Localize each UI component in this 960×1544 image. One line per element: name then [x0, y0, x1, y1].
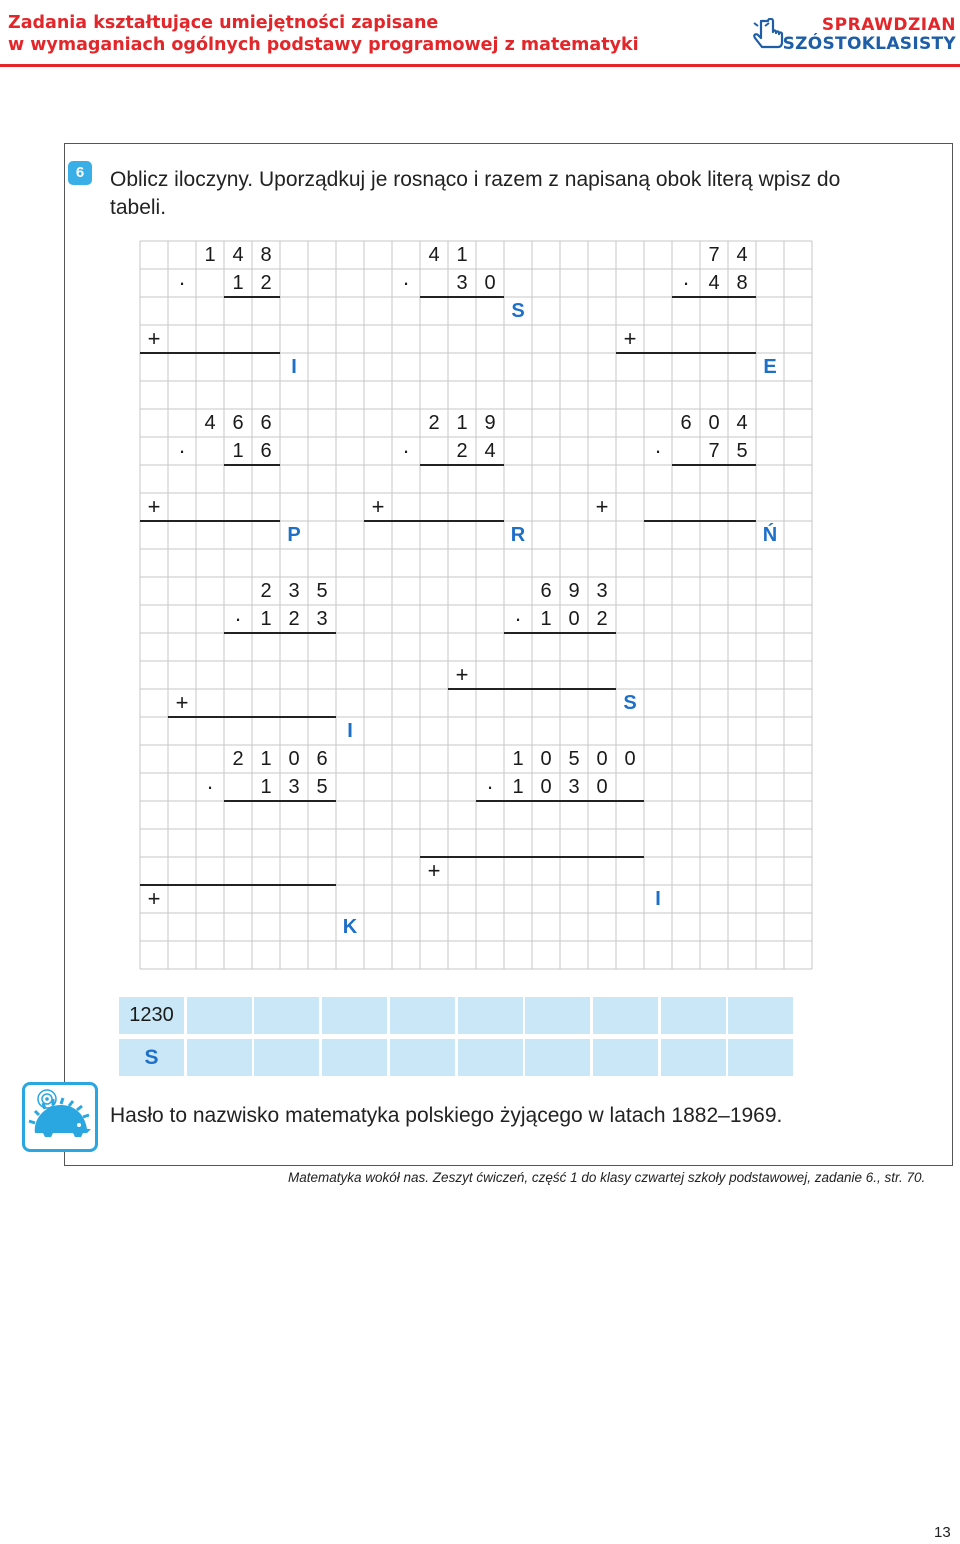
answer-letter-cell[interactable]: [187, 1039, 252, 1076]
plus-sign: +: [147, 326, 161, 351]
header-divider: [0, 64, 960, 67]
answer-value-cell[interactable]: 1230: [119, 997, 184, 1034]
answer-value-cell[interactable]: [525, 997, 590, 1034]
multiplier-digit: 1: [232, 440, 244, 462]
multiplier-digit: 0: [484, 272, 496, 294]
multiplier-digit: 3: [568, 776, 580, 798]
answer-letter-cell[interactable]: [458, 1039, 523, 1076]
multiplicand-digit: 7: [708, 244, 720, 266]
brand-bottom-text: SZÓSTOKLASISTY: [782, 34, 956, 54]
multiplicand-digit: 2: [232, 748, 244, 770]
multiply-sign: ·: [234, 606, 242, 631]
multiplicand-digit: 3: [288, 580, 300, 602]
answer-letter-cell[interactable]: [661, 1039, 726, 1076]
multiplicand-digit: 1: [260, 748, 272, 770]
multiplier-digit: 1: [260, 608, 272, 630]
multiplicand-digit: 6: [680, 412, 692, 434]
header-title-line2: w wymaganiach ogólnych podstawy programowej z matematyki: [8, 35, 639, 55]
answer-letter: Ń: [762, 524, 778, 546]
multiplicand-digit: 6: [232, 412, 244, 434]
pointing-hand-icon: [752, 18, 786, 54]
multiplier-digit: 7: [708, 440, 720, 462]
task-instruction: Oblicz iloczyny. Uporządkuj je rosnąco i razem z napisaną obok literą wpisz do tabeli.: [110, 168, 841, 219]
multiplicand-digit: 2: [428, 412, 440, 434]
answer-letter-cell[interactable]: [593, 1039, 658, 1076]
answer-value-cell[interactable]: [187, 997, 252, 1034]
answer-letter: R: [510, 524, 526, 546]
multiplicand-digit: 5: [316, 580, 328, 602]
multiplicand-digit: 0: [540, 748, 552, 770]
task-number-badge: 6: [68, 161, 92, 185]
multiplicand-digit: 1: [456, 412, 468, 434]
multiply-sign: ·: [486, 774, 494, 799]
multiply-sign: ·: [514, 606, 522, 631]
multiplier-digit: 4: [484, 440, 496, 462]
answer-value-cell[interactable]: [322, 997, 387, 1034]
multiplicand-digit: 4: [232, 244, 244, 266]
answer-letter-cell[interactable]: S: [119, 1039, 184, 1076]
answer-value-cell[interactable]: [728, 997, 793, 1034]
multiplicand-digit: 4: [428, 244, 440, 266]
multiplier-digit: 3: [316, 608, 328, 630]
multiply-sign: ·: [178, 438, 186, 463]
multiplier-digit: 6: [260, 440, 272, 462]
answer-letter-cell[interactable]: [322, 1039, 387, 1076]
answer-letter: I: [291, 356, 297, 378]
plus-sign: +: [595, 494, 609, 519]
plus-sign: +: [371, 494, 385, 519]
answer-letter: S: [511, 300, 525, 322]
multiplicand-digit: 4: [204, 412, 216, 434]
answer-letter-cell[interactable]: [390, 1039, 455, 1076]
multiplier-digit: 2: [596, 608, 608, 630]
multiplier-digit: 3: [456, 272, 468, 294]
multiplier-digit: 8: [736, 272, 748, 294]
multiplier-digit: 2: [288, 608, 300, 630]
multiplicand-digit: 4: [736, 412, 748, 434]
multiplier-digit: 1: [232, 272, 244, 294]
plus-sign: +: [455, 662, 469, 687]
multiply-sign: ·: [402, 270, 410, 295]
multiplicand-digit: 9: [484, 412, 496, 434]
source-citation: Matematyka wokół nas. Zeszyt ćwiczeń, część 1 do klasy czwartej szkoły podstawowej, zadanie 6., str. 70.: [288, 1170, 926, 1185]
answer-letter: I: [655, 888, 661, 910]
hint-text: Hasło to nazwisko matematyka polskiego żyjącego w latach 1882–1969.: [110, 1104, 783, 1127]
multiplicand-digit: 6: [316, 748, 328, 770]
answer-value-cell[interactable]: [593, 997, 658, 1034]
hedgehog-icon: [22, 1082, 98, 1152]
answer-letter: I: [347, 720, 353, 742]
multiplier-digit: 1: [540, 608, 552, 630]
plus-sign: +: [427, 858, 441, 883]
multiply-sign: ·: [402, 438, 410, 463]
multiplicand-digit: 6: [540, 580, 552, 602]
multiplier-digit: 0: [568, 608, 580, 630]
answer-letter: S: [623, 692, 637, 714]
answer-value-cell[interactable]: [390, 997, 455, 1034]
multiplicand-digit: 8: [260, 244, 272, 266]
multiplicand-digit: 5: [568, 748, 580, 770]
multiplicand-digit: 1: [456, 244, 468, 266]
plus-sign: +: [175, 690, 189, 715]
multiplier-digit: 2: [456, 440, 468, 462]
multiplier-digit: 1: [512, 776, 524, 798]
multiplicand-digit: 9: [568, 580, 580, 602]
plus-sign: +: [623, 326, 637, 351]
multiply-sign: ·: [178, 270, 186, 295]
multiplicand-digit: 0: [288, 748, 300, 770]
header-title-line1: Zadania kształtujące umiejętności zapisane: [8, 13, 439, 33]
brand-top-text: SPRAWDZIAN: [821, 15, 956, 35]
answer-letter-cell[interactable]: [254, 1039, 319, 1076]
multiplier-digit: 4: [708, 272, 720, 294]
multiplier-digit: 1: [260, 776, 272, 798]
answer-value-cell[interactable]: [254, 997, 319, 1034]
answer-letter: K: [342, 916, 358, 938]
multiplier-digit: 2: [260, 272, 272, 294]
answer-value-cell[interactable]: [458, 997, 523, 1034]
multiplier-digit: 0: [540, 776, 552, 798]
multiplicand-digit: 6: [260, 412, 272, 434]
multiplicand-digit: 0: [624, 748, 636, 770]
header-title: [8, 12, 639, 56]
answer-letter: E: [763, 356, 777, 378]
answer-letter-cell[interactable]: [728, 1039, 793, 1076]
plus-sign: +: [147, 494, 161, 519]
multiplicand-digit: 4: [736, 244, 748, 266]
answer-letter-cell[interactable]: [525, 1039, 590, 1076]
answer-value-cell[interactable]: [661, 997, 726, 1034]
multiplier-digit: 5: [736, 440, 748, 462]
page-number: 13: [934, 1524, 951, 1541]
multiplier-digit: 0: [596, 776, 608, 798]
answer-letter: P: [287, 524, 301, 546]
plus-sign: +: [147, 886, 161, 911]
multiplier-digit: 5: [316, 776, 328, 798]
multiplicand-digit: 0: [596, 748, 608, 770]
brand-logo: [783, 16, 956, 54]
multiplicand-digit: 1: [204, 244, 216, 266]
multiply-sign: ·: [654, 438, 662, 463]
multiplicand-digit: 3: [596, 580, 608, 602]
multiplicand-digit: 2: [260, 580, 272, 602]
multiplier-digit: 3: [288, 776, 300, 798]
multiply-sign: ·: [206, 774, 214, 799]
multiplicand-digit: 0: [708, 412, 720, 434]
multiplicand-digit: 1: [512, 748, 524, 770]
multiply-sign: ·: [682, 270, 690, 295]
